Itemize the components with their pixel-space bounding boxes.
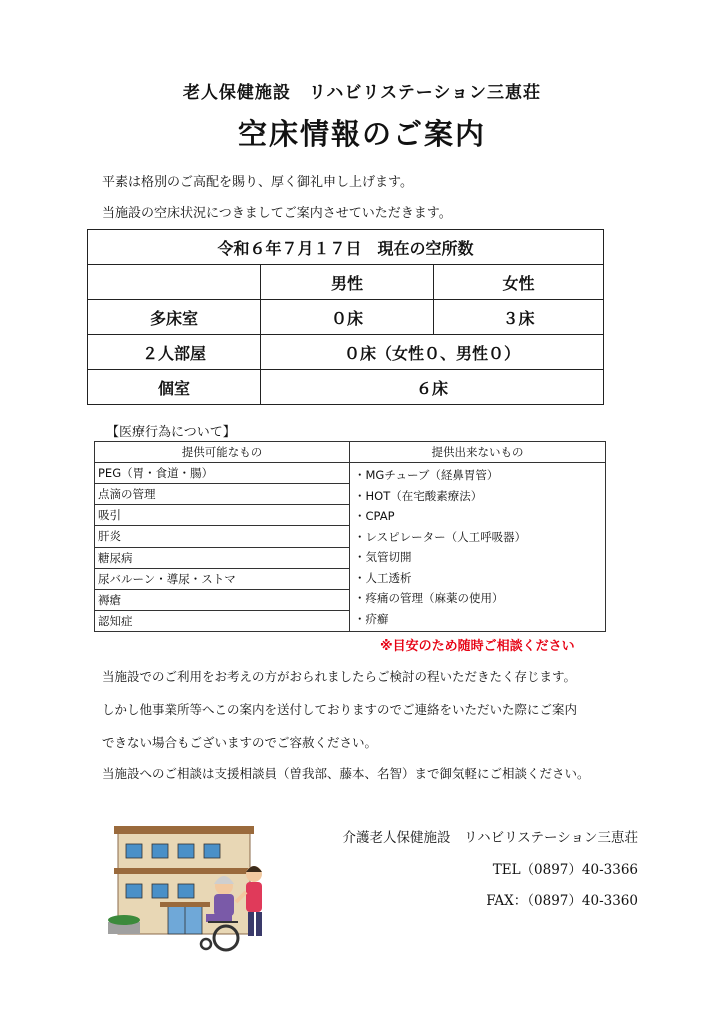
possible-item: 糖尿病 <box>95 547 350 568</box>
possible-item: 肝炎 <box>95 526 350 547</box>
vacancy-corner-cell <box>88 265 261 300</box>
body-line-3: できない場合もございますのでご容赦ください。 <box>102 735 378 750</box>
contact-name: 介護老人保健施設 リハビリステーション三恵荘 <box>342 830 638 846</box>
vacancy-room-label: 多床室 <box>88 300 261 335</box>
impossible-item: ・人工透析 <box>354 570 412 585</box>
vacancy-combined-value: ６床 <box>261 370 604 405</box>
medical-row <box>95 463 606 484</box>
vacancy-header-row <box>88 265 604 300</box>
body-line-4: 当施設へのご相談は支援相談員（曽我部、藤本、名智）まで御気軽にご相談ください。 <box>102 766 590 781</box>
possible-item: 褥瘡 <box>95 589 350 610</box>
impossible-item: ・疼痛の管理（麻薬の使用） <box>354 591 504 605</box>
facility-illustration <box>108 822 278 954</box>
contact-fax: FAX：（0897）40-3360 <box>486 893 638 909</box>
intro-line-1: 平素は格別のご高配を賜り、厚く御礼申し上げます。 <box>102 175 413 190</box>
vacancy-room-label: 個室 <box>88 370 261 405</box>
vacancy-row <box>88 300 604 335</box>
vacancy-room-label: ２人部屋 <box>88 335 261 370</box>
possible-item: PEG（胃・食道・腸） <box>95 463 350 484</box>
vacancy-date-row <box>88 230 604 265</box>
contact-tel: TEL（0897）40-3366 <box>492 862 638 878</box>
impossible-item: ・HOT（在宅酸素療法） <box>354 488 483 503</box>
medical-col-impossible: 提供出来ないもの <box>350 442 606 463</box>
vacancy-row <box>88 370 604 405</box>
vacancy-col-male: 男性 <box>261 265 434 300</box>
intro-line-2: 当施設の空床状況につきましてご案内させていただきます。 <box>102 206 452 221</box>
body-line-1: 当施設でのご利用をお考えの方がおられましたらご検討の程いただきたく存じます。 <box>102 669 577 684</box>
facility-title: 老人保健施設 リハビリステーション三恵荘 <box>182 83 542 103</box>
vacancy-female-value: ３床 <box>434 300 604 335</box>
impossible-list <box>350 463 606 632</box>
medical-col-possible: 提供可能なもの <box>95 442 350 463</box>
consultation-notice: ※目安のため随時ご相談ください <box>380 639 575 654</box>
medical-header-row <box>95 442 606 463</box>
impossible-item: ・レスピレーター（人工呼吸器） <box>354 529 527 544</box>
vacancy-male-value: ０床 <box>261 300 434 335</box>
possible-item: 吸引 <box>95 505 350 526</box>
page-title: 空床情報のご案内 <box>237 117 486 151</box>
building-icon <box>108 826 254 934</box>
impossible-item: ・疥癬 <box>354 611 389 626</box>
possible-item: 点滴の管理 <box>95 484 350 505</box>
impossible-item: ・CPAP <box>354 509 395 523</box>
impossible-item: ・気管切開 <box>354 550 412 564</box>
impossible-item: ・MGチューブ（経鼻胃管） <box>354 468 499 482</box>
medical-table <box>94 441 606 632</box>
vacancy-col-female: 女性 <box>434 265 604 300</box>
vacancy-combined-value: ０床（女性０、男性０） <box>261 335 604 370</box>
vacancy-table <box>87 229 604 405</box>
medical-heading: 【医療行為について】 <box>106 425 236 440</box>
vacancy-row <box>88 335 604 370</box>
possible-item: 尿バルーン・導尿・ストマ <box>95 568 350 589</box>
possible-item: 認知症 <box>95 610 350 631</box>
body-line-2: しかし他事業所等へこの案内を送付しておりますのでご連絡をいただいた際にご案内 <box>102 702 578 717</box>
vacancy-date-heading: 令和６年７月１７日 現在の空所数 <box>88 230 604 265</box>
